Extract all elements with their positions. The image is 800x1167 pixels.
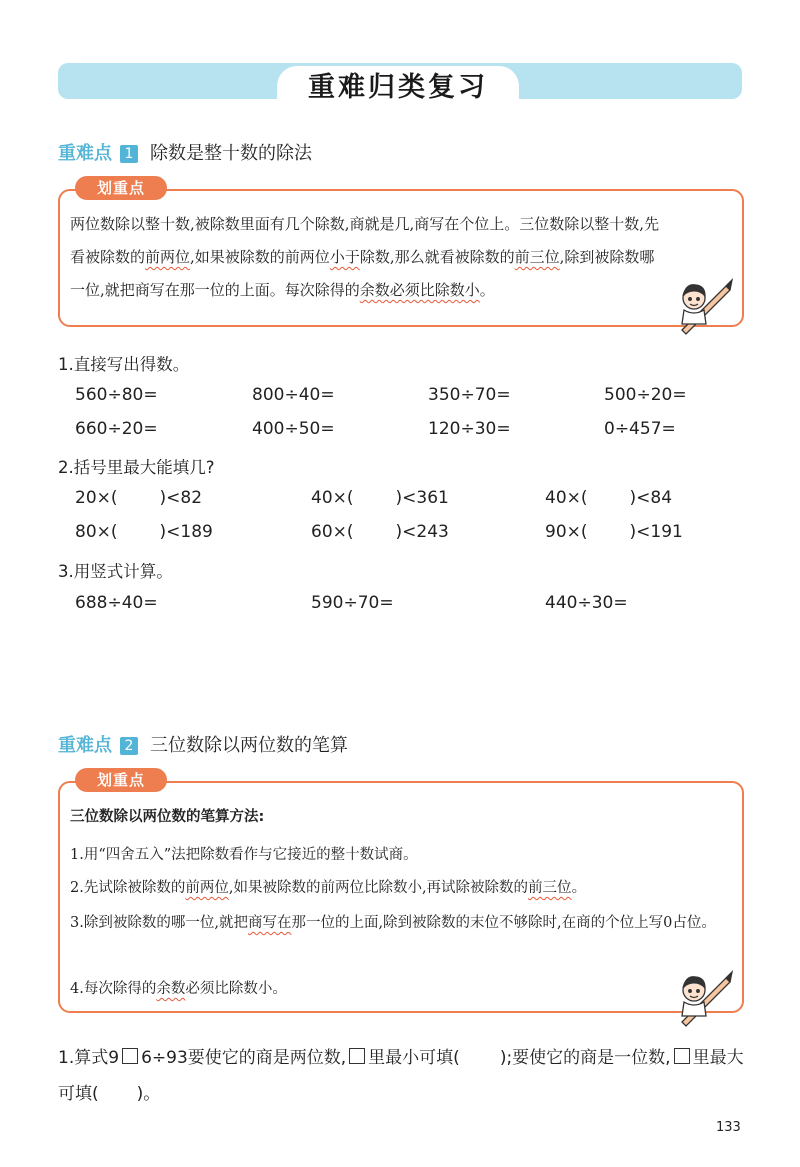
blank-square-icon — [674, 1048, 690, 1064]
section-1-title: 除数是整十数的除法 — [150, 143, 312, 164]
section-1-number: 1 — [120, 145, 138, 163]
question-3-label: 3.用竖式计算。 — [58, 562, 173, 581]
note-text-part: 两位数除以整十数,被除数里面有几个除数,商就是几,商写在个位上。三位数除以整十数,先看被除数的 — [70, 215, 660, 266]
note-highlight: 小于 — [329, 248, 360, 266]
boy-with-pencil-icon — [672, 278, 734, 338]
fill-blank-item: 90×( )<191 — [545, 522, 683, 542]
section-1-header — [58, 139, 312, 165]
section-2-number: 2 — [120, 737, 138, 755]
vertical-calc-item: 590÷70= — [311, 593, 394, 613]
calc-item: 0÷457= — [604, 419, 676, 439]
note-highlight: 前两位 — [145, 248, 191, 266]
vertical-calc-item: 440÷30= — [545, 593, 628, 613]
fill-blank-item: 60×( )<243 — [311, 522, 449, 542]
section-2-key-points-tab: 划重点 — [75, 768, 167, 792]
method-step-4: 4.每次除得的余数必须比除数小。 — [70, 981, 287, 997]
question-1-label: 1.直接写出得数。 — [58, 355, 190, 374]
question-2-label: 2.括号里最大能填几? — [58, 458, 215, 477]
vertical-calc-item: 688÷40= — [75, 593, 158, 613]
fill-blank-item: 40×( )<84 — [545, 488, 673, 508]
method-step-2: 2.先试除被除数的前两位,如果被除数的前两位比除数小,再试除被除数的前三位。 — [70, 880, 587, 896]
fill-blank-item: 20×( )<82 — [75, 488, 203, 508]
calc-item: 120÷30= — [428, 419, 511, 439]
calc-item: 500÷20= — [604, 385, 687, 405]
section-1-key-points-tab: 划重点 — [75, 176, 167, 200]
calc-item: 560÷80= — [75, 385, 158, 405]
note-highlight: 余数必须比除数小 — [359, 281, 480, 299]
section-1-key-points-text — [70, 208, 666, 307]
fill-blank-item: 40×( )<361 — [311, 488, 449, 508]
blank-square-icon — [122, 1048, 138, 1064]
method-heading: 三位数除以两位数的笔算方法: — [70, 809, 265, 825]
calc-item: 350÷70= — [428, 385, 511, 405]
note-highlight: 前三位 — [514, 248, 560, 266]
method-step-1: 1.用“四舍五入”法把除数看作与它接近的整十数试商。 — [70, 847, 418, 863]
page-number: 133 — [716, 1120, 741, 1135]
note-text-part: 除数,那么就看被除数的 — [359, 248, 515, 266]
calc-item: 800÷40= — [252, 385, 335, 405]
blank-square-icon — [349, 1048, 365, 1064]
boy-with-pencil-icon — [672, 970, 734, 1030]
note-text-part: ,除到被除数哪一位,就把商写在那一位的上面。每次除得的 — [70, 248, 655, 299]
note-text-part: 。 — [479, 281, 495, 299]
section-2-header — [58, 731, 348, 757]
section-2-title: 三位数除以两位数的笔算 — [150, 735, 348, 756]
calc-item: 660÷20= — [75, 419, 158, 439]
note-text-part: ,如果被除数的前两位 — [190, 248, 330, 266]
page-title: 重难归类复习 — [277, 66, 519, 106]
section-2-question-1: 1.算式9 6÷93要使它的商是两位数, 里最小可填( );要使它的商是一位数, 里最大可填( )。 — [58, 1048, 744, 1104]
fill-blank-item: 80×( )<189 — [75, 522, 213, 542]
method-step-3: 3.除到被除数的哪一位,就把商写在那一位的上面,除到被除数的末位不够除时,在商的个位上写0占位。 — [70, 915, 716, 931]
section-2-tag: 重难点 — [58, 735, 112, 756]
section-1-tag: 重难点 — [58, 143, 112, 164]
calc-item: 400÷50= — [252, 419, 335, 439]
